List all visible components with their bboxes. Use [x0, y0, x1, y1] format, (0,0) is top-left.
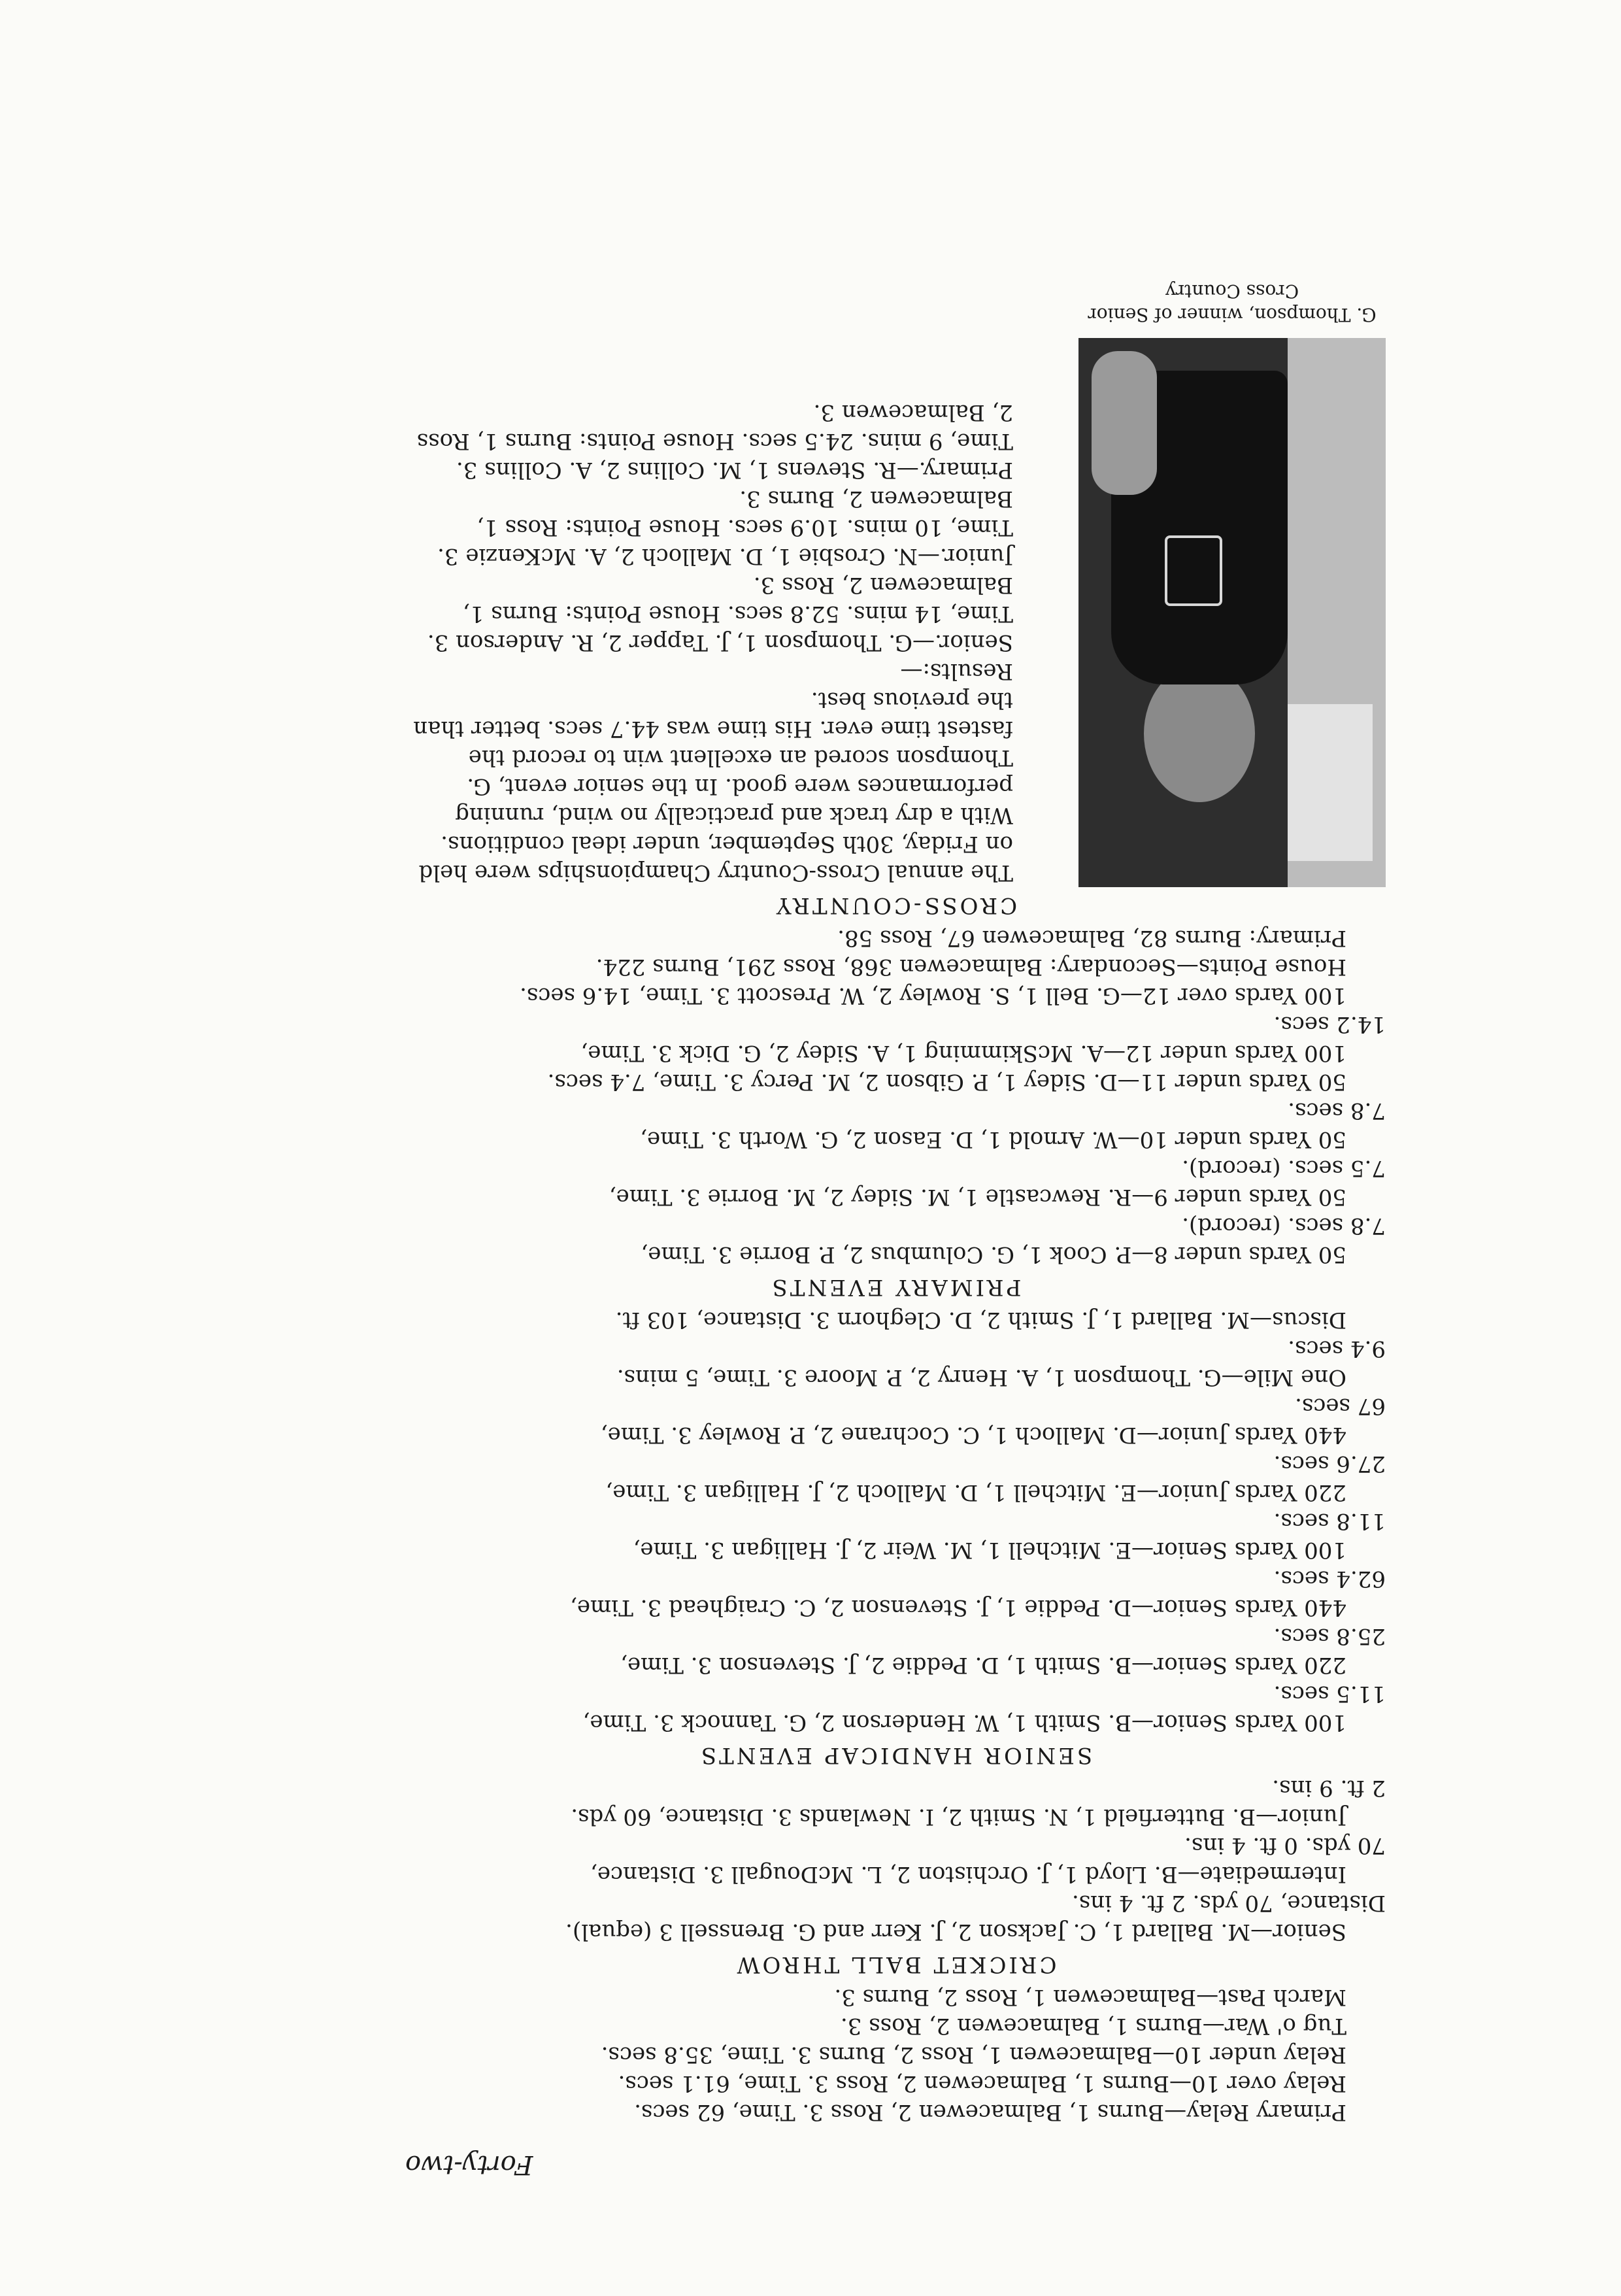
- relay-results: [405, 1983, 1386, 2127]
- result-line: 2 ft. 9 ins.: [1272, 1775, 1386, 1801]
- result-line: Junior.—N. Crosbie 1, D. Malloch 2, A. McKenzie 3. Time, 10 mins. 10.9 secs. House Points: Ross 1, Balmacewen 2, Burns 3.: [437, 486, 1013, 569]
- result-line: 100 Yards over 12—G. Bell 1, S. Rowley 2, W. Prescott 3. Time, 14.6 secs.: [520, 983, 1346, 1009]
- result-line: 62.4 secs.: [1273, 1566, 1386, 1592]
- result-line: Tug o' War—Burns 1, Balmacewen 2, Ross 3.: [840, 2013, 1346, 2039]
- result-line: 70 yds. 0 ft. 4 ins.: [1184, 1832, 1386, 1859]
- result-line: Junior—B. Butterfield 1, N. Smith 2, I. Newlands 3. Distance, 60 yds.: [571, 1804, 1346, 1830]
- house-points-line: House Points—Secondary: Balmacewen 368, Ross 291, Burns 224.: [595, 954, 1346, 980]
- section-heading-cricket: CRICKET BALL THROW: [734, 1951, 1057, 1978]
- cricket-results: [405, 1774, 1386, 1946]
- result-line: 9.4 secs.: [1288, 1336, 1386, 1362]
- result-line: Senior—M. Ballard 1, C. Jackson 2, J. Kerr and G. Brenssell 3 (equal).: [565, 1919, 1346, 1945]
- result-line: 7.8 secs. (record).: [1182, 1213, 1386, 1239]
- result-line: 27.6 secs.: [1273, 1451, 1386, 1477]
- result-line: 67 secs.: [1295, 1393, 1386, 1419]
- house-points-line: Primary: Burns 82, Balmacewen 67, Ross 58.: [837, 925, 1346, 951]
- result-line: 50 Yards under 8—P. Cook 1, G. Columbus 2, P. Borrie 3. Time,: [641, 1241, 1346, 1268]
- result-line: Discus—M. Ballard 1, J. Smith 2, D. Cleghorn 3. Distance, 103 ft.: [615, 1307, 1346, 1333]
- result-line: 7.5 secs. (record).: [1182, 1155, 1386, 1181]
- result-line: 220 Yards Senior—B. Smith 1, D. Peddie 2, J. Stevenson 3. Time,: [620, 1652, 1346, 1678]
- cross-country-text: [405, 398, 1052, 887]
- result-line: One Mile—G. Thompson 1, A. Henry 2, P. Moore 3. Time, 5 mins.: [616, 1364, 1346, 1391]
- primary-results: [405, 924, 1386, 1269]
- result-line: 100 Yards Senior—B. Smith 1, W. Henderson 2, G. Tannock 3. Time,: [582, 1710, 1346, 1736]
- section-heading-cross-country: CROSS-COUNTRY: [773, 892, 1018, 919]
- result-line: 50 Yards under 9—R. Rewcastle 1, M. Sidey 2, M. Borrie 3. Time,: [609, 1184, 1346, 1210]
- cross-country-section: [405, 233, 1386, 887]
- result-line: 440 Yards Junior—D. Malloch 1, C. Cochrane 2, P. Rowley 3. Time,: [600, 1422, 1346, 1448]
- result-line: 220 Yards Junior—E. Mitchell 1, D. Malloch 2, J. Halligan 3. Time,: [605, 1479, 1346, 1506]
- result-line: Relay over 10—Burns 1, Balmacewen 2, Ross 3. Time, 61.1 secs.: [618, 2070, 1346, 2097]
- result-line: 25.8 secs.: [1273, 1623, 1386, 1649]
- result-line: Distance, 70 yds. 2 ft. 4 ins.: [1071, 1890, 1386, 1916]
- section-heading-handicap: SENIOR HANDICAP EVENTS: [698, 1742, 1093, 1768]
- result-line: 11.5 secs.: [1273, 1681, 1386, 1707]
- photo-caption: G. Thompson, winner of Senior Cross Country: [1088, 280, 1377, 326]
- result-line: Intermediate—B. Lloyd 1, J. Orchiston 2, L. McDougall 3. Distance,: [590, 1861, 1346, 1887]
- result-line: March Past—Balmacewen 1, Ross 2, Burns 3.: [834, 1984, 1346, 2010]
- result-line: Primary.—R. Stevens 1, M. Collins 2, A. Collins 3. Time, 9 mins. 24.5 secs. House Points: Burns 1, Ross 2, Balmacewen 3.: [416, 399, 1013, 483]
- result-line: 14.2 secs.: [1273, 1011, 1386, 1038]
- result-line: 11.8 secs.: [1273, 1508, 1386, 1534]
- result-line: Relay under 10—Balmacewen 1, Ross 2, Burns 3. Time, 35.8 secs.: [601, 2042, 1346, 2068]
- result-line: 100 Yards under 12—A. McSkimming 1, A. Sidey 2, G. Dick 3. Time,: [580, 1040, 1346, 1066]
- result-line: 440 Yards Senior—D. Peddie 1, J. Stevenson 2, C. Craighead 3. Time,: [570, 1595, 1346, 1621]
- report-paragraph: The annual Cross-Country Championships were held on Friday, 30th September, under ideal conditions. With a dry track and practically no wind, running performances were good. In the senior event, G. Thompson scored an excellent win to record the fastest time ever. His time was 44.7 secs. better than the previous best.: [413, 687, 1013, 886]
- handicap-results: [405, 1306, 1386, 1737]
- page-number: Forty-two: [405, 2150, 533, 2180]
- result-line: Primary Relay—Burns 1, Balmacewen 2, Ross 3. Time, 62 secs.: [634, 2099, 1346, 2125]
- result-line: 50 Yards under 11—D. Sidey 1, P. Gibson 2, M. Percy 3. Time, 7.4 secs.: [547, 1069, 1346, 1095]
- result-line: 100 Yards Senior—E. Mitchell 1, M. Weir 2, J. Halligan 3. Time,: [633, 1537, 1346, 1563]
- runner-photo: [1078, 338, 1386, 887]
- result-line: 50 Yards under 10—W. Arnold 1, D. Eason 2, G. Worth 3. Time,: [640, 1126, 1346, 1153]
- section-heading-primary: PRIMARY EVENTS: [769, 1274, 1022, 1300]
- result-line: Senior.—G. Thompson 1, J. Tapper 2, R. Anderson 3. Time, 14 mins. 52.8 secs. House Points: Burns 1, Balmacewen 2, Ross 3.: [427, 572, 1013, 656]
- result-line: 7.8 secs.: [1288, 1098, 1386, 1124]
- page-content: [405, 233, 1386, 2182]
- results-label: Results:—: [900, 658, 1013, 684]
- school-badge-icon: [1165, 535, 1222, 606]
